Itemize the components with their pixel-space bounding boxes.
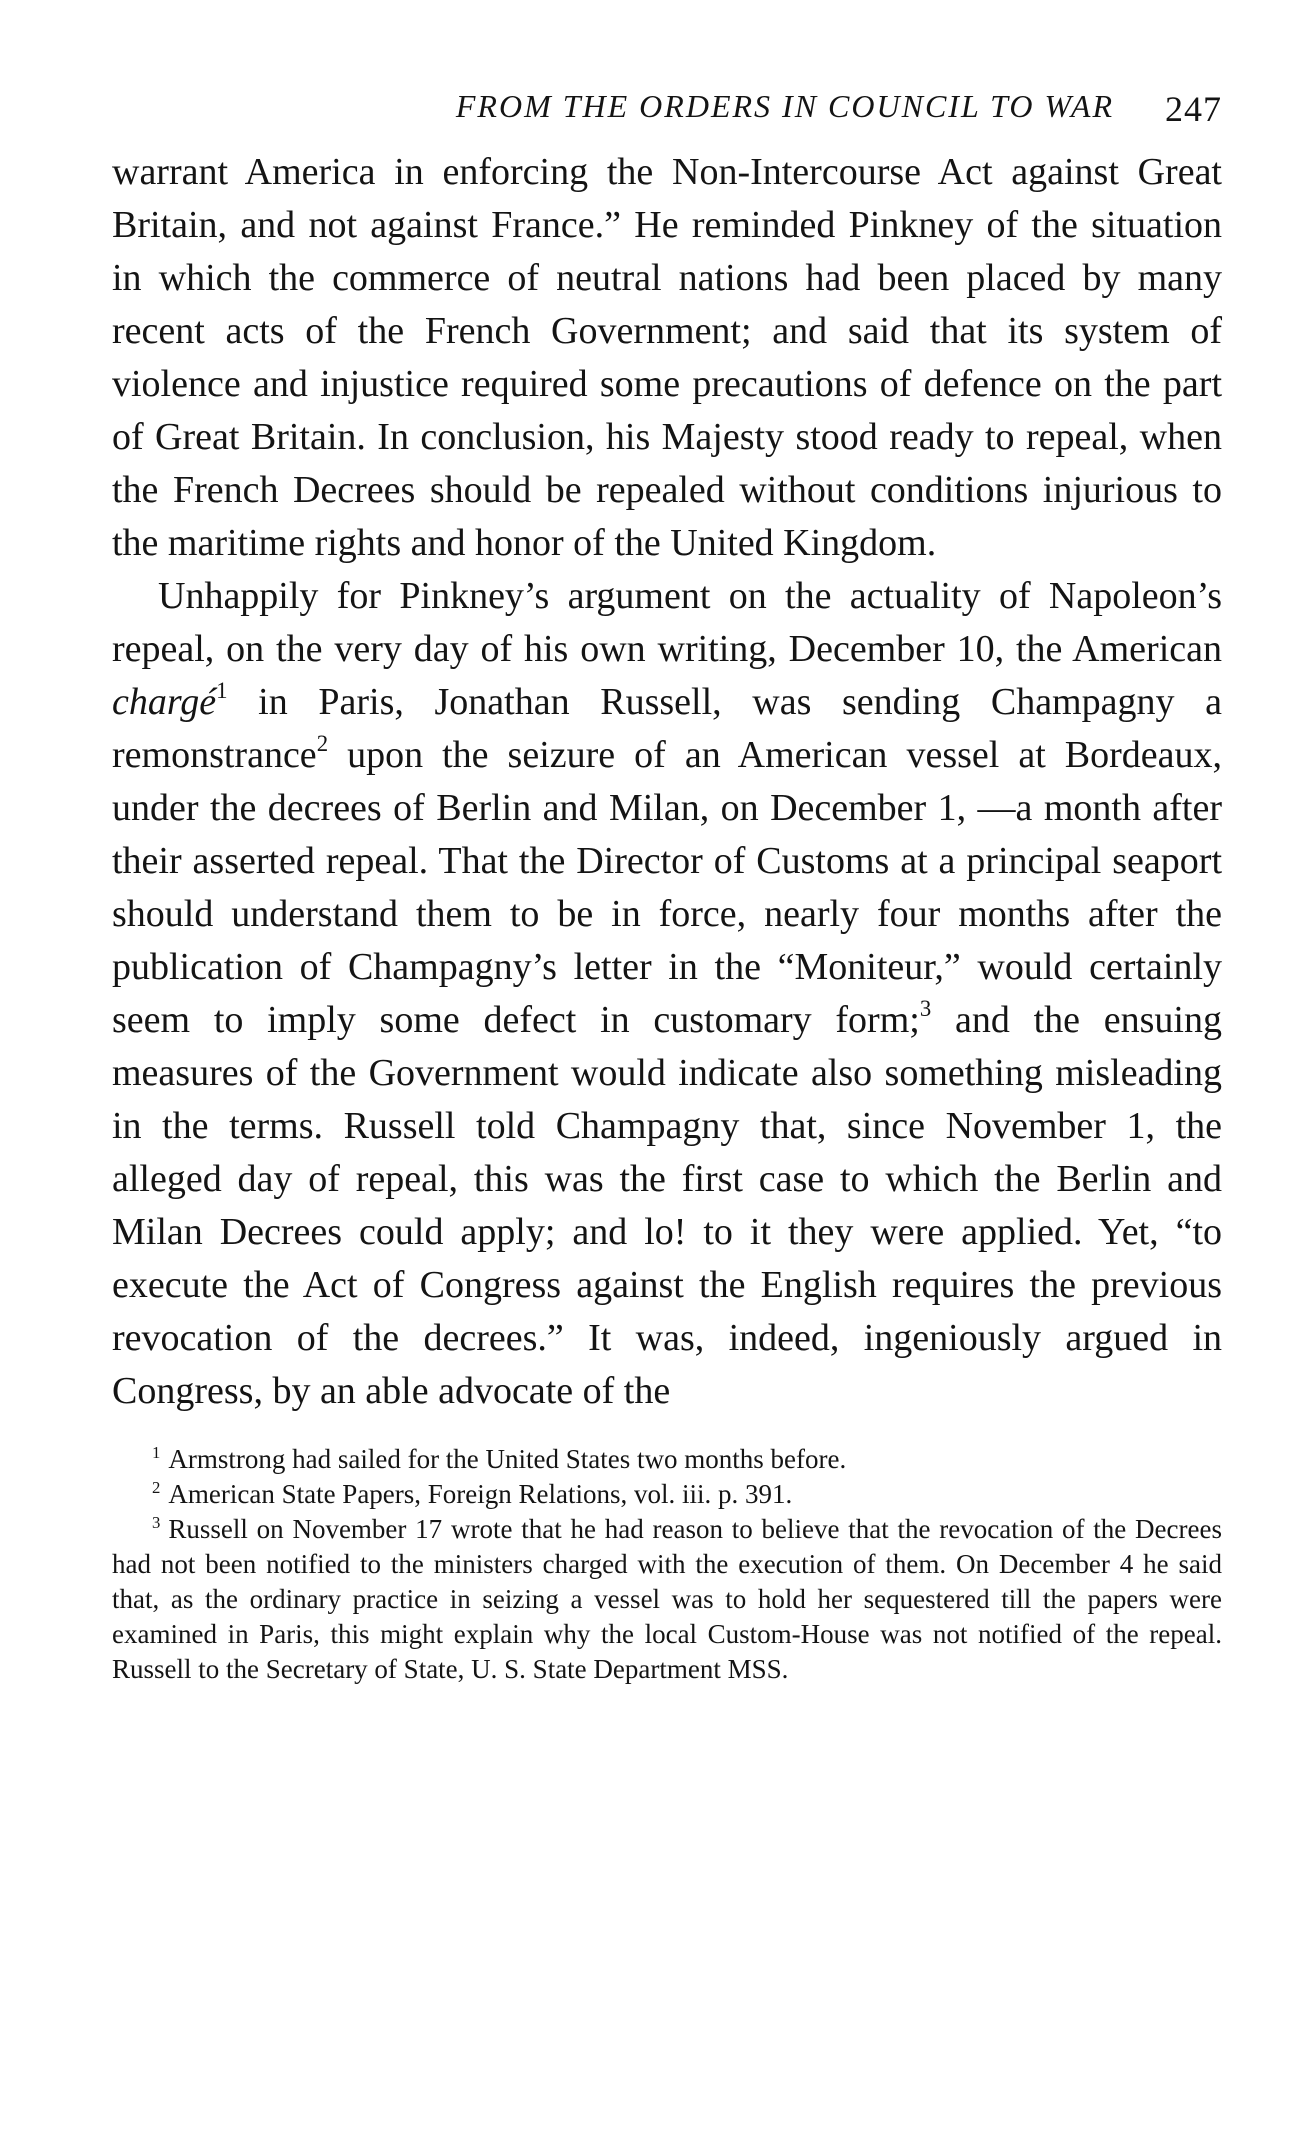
footnote-text: Russell on November 17 wrote that he had reason to believe that the revocation of the Decrees had not been notified to the ministers charged with the execution of them. On December 4 he said that, as the ordinary practice in seizing a vessel was to hold her sequestered till the papers were examined in Paris, this might explain why the local Custom-House was not notified of the repeal. Russell to the Secretary of State, U. S. State Department MSS. (112, 1514, 1222, 1684)
paragraph-text-part: in Paris, Jonathan Russell, was sending Champagny a remonstrance (112, 681, 1222, 776)
footnote-mark: 3 (152, 1512, 161, 1532)
footnote-mark: 2 (152, 1477, 161, 1497)
footnote-1 (112, 1442, 1222, 1477)
paragraph-text-part: and the ensuing measures of the Government would indicate also something misleading in the terms. Russell told Champagny that, since November 1, the alleged day of repeal, this was the first case to which the Berlin and Milan Decrees could apply; and lo! to it they were applied. Yet, “to execute the Act of Congress against the English requires the previous revocation of the decrees.” It was, indeed, ingeniously argued in Congress, by an able advocate of the (112, 999, 1222, 1412)
paragraph-text-part: Unhappily for Pinkney’s argument on the actuality of Napoleon’s repeal, on the very day of his own writing, December 10, the American (112, 575, 1222, 670)
body-text (112, 146, 1222, 1418)
paragraph-text-part: upon the seizure of an American vessel at Bordeaux, under the decrees of Berlin and Milan, on December 1, —a month after their asserted repeal. That the Director of Customs at a principal seaport should understand them to be in force, nearly four months after the publication of Champagny’s letter in the “Moniteur,” would certainly seem to imply some defect in customary form; (112, 734, 1222, 1041)
page-number: 247 (1165, 89, 1222, 129)
paragraph-continued: warrant America in enforcing the Non-Intercourse Act against Great Britain, and not against France.” He reminded Pinkney of the situation in which the commerce of neutral nations had been placed by many recent acts of the French Government; and said that its system of violence and injustice required some precautions of defence on the part of Great Britain. In conclusion, his Majesty stood ready to repeal, when the French Decrees should be repealed without conditions injurious to the maritime rights and honor of the United Kingdom. (112, 151, 1222, 564)
footnote-mark: 1 (152, 1442, 161, 1462)
footnote-ref-2[interactable]: 2 (316, 731, 329, 757)
footnote-3 (112, 1512, 1222, 1687)
footnote-text: Armstrong had sailed for the United States two months before. (168, 1444, 847, 1474)
footnotes (112, 1442, 1222, 1687)
running-title: FROM THE ORDERS IN COUNCIL TO WAR (455, 88, 1114, 124)
footnote-ref-3[interactable]: 3 (919, 996, 932, 1022)
footnote-text: American State Papers, Foreign Relations, vol. iii. p. 391. (168, 1479, 793, 1509)
running-header (112, 82, 1222, 136)
footnote-ref-1[interactable]: 1 (216, 678, 228, 704)
footnote-2 (112, 1477, 1222, 1512)
italic-term-charge: chargé (112, 681, 217, 723)
book-page (112, 82, 1222, 1687)
paragraph-unhappily (112, 570, 1222, 1418)
